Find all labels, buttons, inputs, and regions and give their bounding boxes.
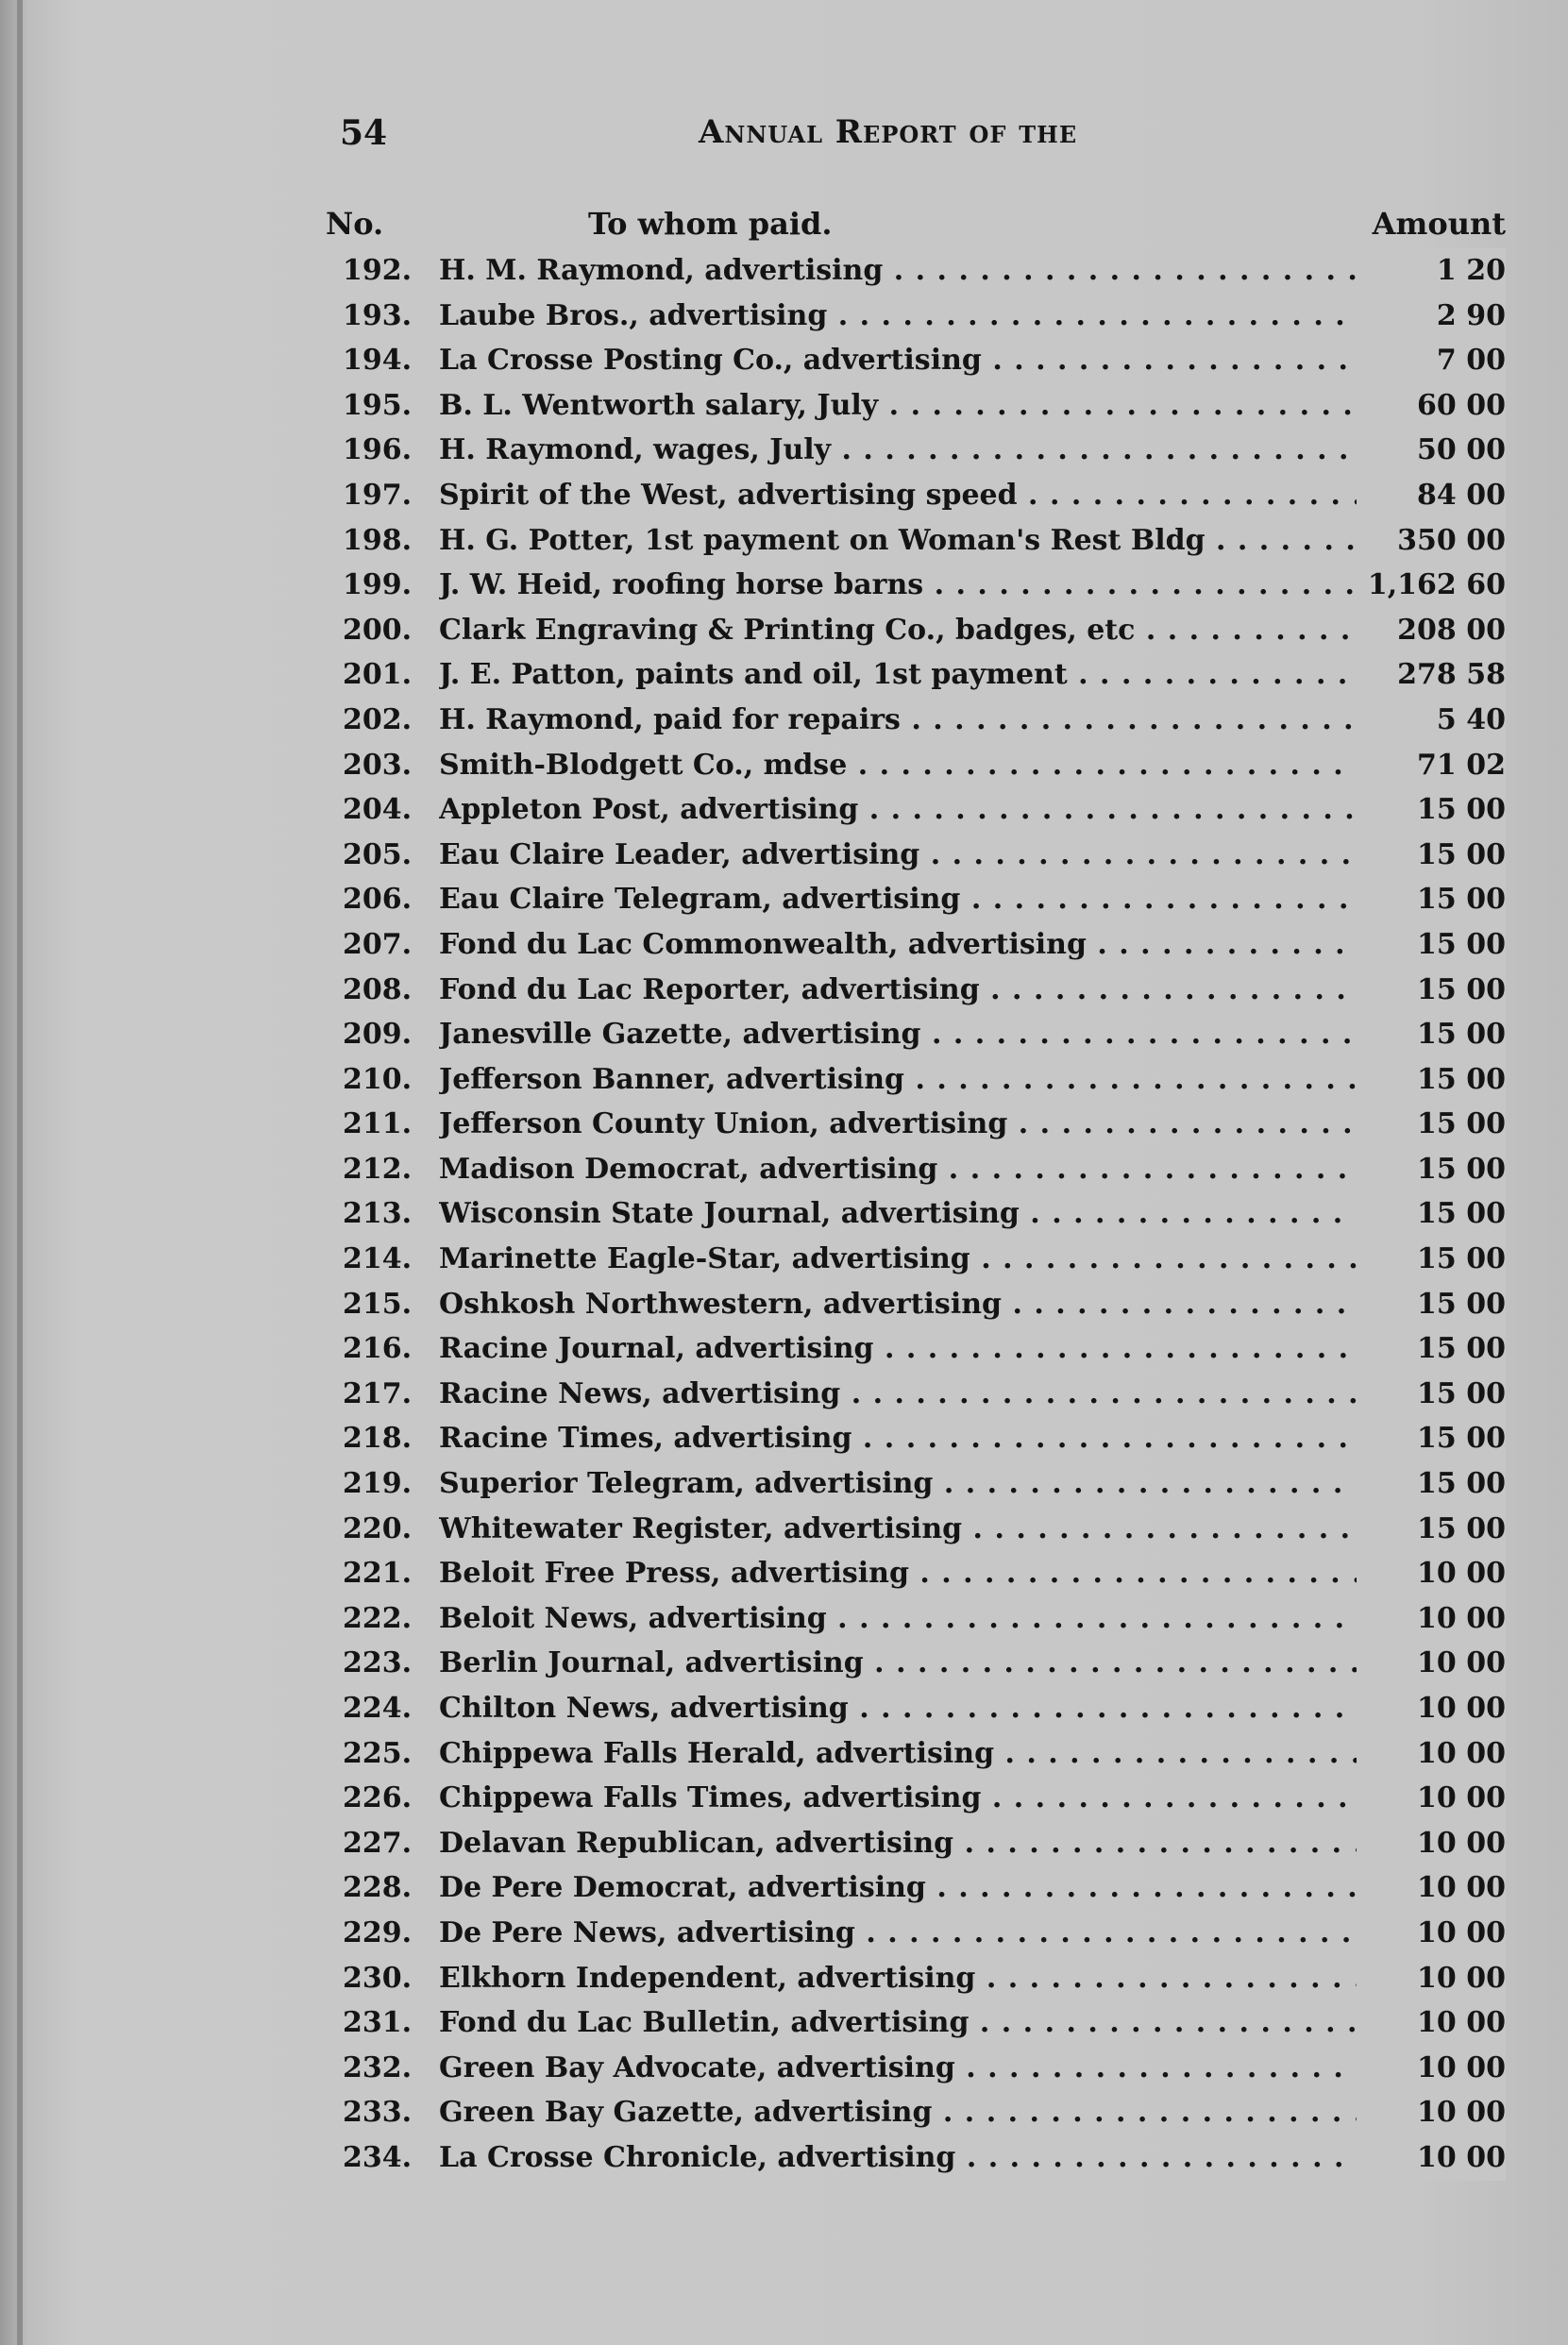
voucher-number: 217. <box>343 1376 413 1410</box>
payee-description <box>439 1686 1440 1731</box>
amount-value: 15 00 <box>1357 1191 1506 1237</box>
amount-value: 10 00 <box>1357 1731 1506 1777</box>
voucher-number: 207. <box>343 927 413 961</box>
table-row <box>326 787 1506 833</box>
payee-text: Chilton News, advertising <box>439 1692 849 1725</box>
voucher-number: 216. <box>343 1332 413 1366</box>
payee-description <box>439 1102 1440 1147</box>
amount-value: 2 90 <box>1357 294 1506 339</box>
payee-description <box>439 1012 1440 1057</box>
voucher-number: 193. <box>343 298 413 332</box>
table-row <box>326 2135 1506 2181</box>
table-row <box>326 1507 1506 1552</box>
payee-text: De Pere News, advertising <box>439 1915 855 1949</box>
amount-value: 15 00 <box>1357 1057 1506 1103</box>
amount-value: 15 00 <box>1357 1372 1506 1417</box>
payee-description <box>439 1551 1440 1596</box>
payee-description <box>439 338 1440 383</box>
binding-edge <box>17 0 23 2345</box>
voucher-number: 210. <box>343 1062 413 1096</box>
payee-description <box>439 1507 1440 1552</box>
table-row <box>326 563 1506 608</box>
table-row <box>326 1596 1506 1642</box>
table-row <box>326 248 1506 294</box>
voucher-number: 205. <box>343 837 413 871</box>
payee-text: Chippewa Falls Times, advertising <box>439 1781 982 1815</box>
payee-text: H. Raymond, wages, July <box>439 433 832 467</box>
amount-value: 10 00 <box>1357 1956 1506 2001</box>
amount-value: 15 00 <box>1357 968 1506 1013</box>
payee-description <box>439 833 1440 878</box>
voucher-number: 214. <box>343 1242 413 1276</box>
table-row <box>326 473 1506 518</box>
payee-description <box>439 248 1440 294</box>
table-row <box>326 743 1506 788</box>
table-row <box>326 922 1506 968</box>
payee-description <box>439 652 1440 698</box>
payee-description <box>439 563 1440 608</box>
voucher-number: 223. <box>343 1646 413 1680</box>
amount-value: 84 00 <box>1357 473 1506 518</box>
amount-value: 10 00 <box>1357 1596 1506 1642</box>
payee-text: Marinette Eagle-Star, advertising <box>439 1242 970 1276</box>
amount-value: 5 40 <box>1357 698 1506 743</box>
table-row <box>326 294 1506 339</box>
table-row <box>326 1102 1506 1147</box>
payee-text: J. W. Heid, roofing horse barns <box>439 568 924 602</box>
payee-text: H. G. Potter, 1st payment on Woman's Rest Bldg <box>439 523 1206 557</box>
payee-text: La Crosse Chronicle, advertising <box>439 2140 956 2174</box>
table-row <box>326 1326 1506 1372</box>
payee-description <box>439 1641 1440 1686</box>
payee-description <box>439 1776 1440 1821</box>
amount-value: 15 00 <box>1357 1416 1506 1461</box>
table-row <box>326 1461 1506 1507</box>
table-row <box>326 1686 1506 1731</box>
table-row <box>326 428 1506 473</box>
column-headers <box>326 206 1506 249</box>
payee-text: Fond du Lac Reporter, advertising <box>439 972 980 1006</box>
payee-description <box>439 968 1440 1013</box>
payee-text: Eau Claire Leader, advertising <box>439 837 920 871</box>
voucher-number: 212. <box>343 1152 413 1186</box>
payee-description <box>439 877 1440 922</box>
payee-description <box>439 608 1440 653</box>
payee-description <box>439 2000 1440 2046</box>
voucher-number: 208. <box>343 972 413 1006</box>
payee-text: Madison Democrat, advertising <box>439 1152 938 1186</box>
payee-description <box>439 383 1440 429</box>
voucher-number: 218. <box>343 1422 413 1456</box>
payee-description <box>439 743 1440 788</box>
table-row <box>326 2046 1506 2091</box>
table-row <box>326 608 1506 653</box>
table-row <box>326 383 1506 429</box>
payee-text: H. Raymond, paid for repairs <box>439 702 901 736</box>
voucher-number: 219. <box>343 1467 413 1501</box>
amount-value: 10 00 <box>1357 1686 1506 1731</box>
amount-value: 60 00 <box>1357 383 1506 429</box>
payee-description <box>439 2135 1440 2181</box>
table-row <box>326 1416 1506 1461</box>
voucher-number: 220. <box>343 1511 413 1545</box>
amount-value: 15 00 <box>1357 1326 1506 1372</box>
table-row <box>326 877 1506 922</box>
amount-value: 10 00 <box>1357 1776 1506 1821</box>
table-row <box>326 698 1506 743</box>
payee-text: Racine Journal, advertising <box>439 1332 874 1366</box>
voucher-number: 203. <box>343 748 413 782</box>
table-row <box>326 833 1506 878</box>
payee-description <box>439 1821 1440 1866</box>
payee-text: Laube Bros., advertising <box>439 298 828 332</box>
payee-text: Elkhorn Independent, advertising <box>439 1961 976 1995</box>
payee-text: Appleton Post, advertising <box>439 793 859 827</box>
table-row <box>326 1012 1506 1057</box>
payee-text: Green Bay Advocate, advertising <box>439 2050 955 2084</box>
amount-value: 15 00 <box>1357 922 1506 968</box>
payee-text: Jefferson County Union, advertising <box>439 1107 1008 1141</box>
payee-description <box>439 1956 1440 2001</box>
payee-description <box>439 428 1440 473</box>
amount-value: 71 02 <box>1357 743 1506 788</box>
table-row <box>326 1641 1506 1686</box>
table-row <box>326 652 1506 698</box>
payee-description <box>439 473 1440 518</box>
table-row <box>326 1551 1506 1596</box>
payee-description <box>439 518 1440 564</box>
voucher-number: 201. <box>343 658 413 692</box>
table-row <box>326 2090 1506 2135</box>
payee-text: Beloit News, advertising <box>439 1601 827 1635</box>
amount-value: 350 00 <box>1357 518 1506 564</box>
voucher-number: 221. <box>343 1557 413 1591</box>
column-header-no: No. <box>326 206 384 242</box>
voucher-number: 232. <box>343 2050 413 2084</box>
payee-text: Superior Telegram, advertising <box>439 1467 934 1501</box>
payee-text: Green Bay Gazette, advertising <box>439 2096 933 2130</box>
table-row <box>326 1911 1506 1956</box>
payee-text: J. E. Patton, paints and oil, 1st payment <box>439 658 1068 692</box>
amount-value: 1 20 <box>1357 248 1506 294</box>
table-row <box>326 338 1506 383</box>
payee-text: Jefferson Banner, advertising <box>439 1062 905 1096</box>
amount-value: 15 00 <box>1357 1102 1506 1147</box>
amount-value: 15 00 <box>1357 1012 1506 1057</box>
page-header <box>340 113 1501 170</box>
voucher-number: 209. <box>343 1018 413 1052</box>
payee-text: Janesville Gazette, advertising <box>439 1018 921 1052</box>
voucher-number: 206. <box>343 883 413 917</box>
voucher-number: 213. <box>343 1197 413 1231</box>
amount-value: 10 00 <box>1357 1911 1506 1956</box>
voucher-number: 230. <box>343 1961 413 1995</box>
amount-value: 15 00 <box>1357 1237 1506 1282</box>
voucher-number: 202. <box>343 702 413 736</box>
payee-description <box>439 2090 1440 2135</box>
payee-description <box>439 1461 1440 1507</box>
voucher-number: 222. <box>343 1601 413 1635</box>
table-row <box>326 1865 1506 1911</box>
amount-value: 10 00 <box>1357 1865 1506 1911</box>
table-row <box>326 1237 1506 1282</box>
payee-description <box>439 1416 1440 1461</box>
table-row <box>326 1731 1506 1777</box>
payee-description <box>439 1372 1440 1417</box>
voucher-number: 231. <box>343 2006 413 2040</box>
payee-text: Racine News, advertising <box>439 1376 841 1410</box>
payee-text: La Crosse Posting Co., advertising <box>439 344 982 378</box>
voucher-number: 198. <box>343 523 413 557</box>
table-row <box>326 1821 1506 1866</box>
amount-value: 208 00 <box>1357 608 1506 653</box>
payee-description <box>439 1191 1440 1237</box>
voucher-number: 224. <box>343 1692 413 1725</box>
voucher-number: 228. <box>343 1871 413 1905</box>
table-row <box>326 2000 1506 2046</box>
payee-text: Smith-Blodgett Co., mdse <box>439 748 848 782</box>
voucher-number: 204. <box>343 793 413 827</box>
table-row <box>326 1372 1506 1417</box>
voucher-number: 211. <box>343 1107 413 1141</box>
amount-value: 7 00 <box>1357 338 1506 383</box>
page-number: 54 <box>340 113 388 153</box>
amount-value: 10 00 <box>1357 2090 1506 2135</box>
payee-text: H. M. Raymond, advertising <box>439 254 884 287</box>
payee-text: Eau Claire Telegram, advertising <box>439 883 961 917</box>
table-row <box>326 1776 1506 1821</box>
amount-value: 50 00 <box>1357 428 1506 473</box>
table-row <box>326 518 1506 564</box>
amount-value: 10 00 <box>1357 1551 1506 1596</box>
running-title: Annual Report of the <box>699 113 1078 151</box>
payee-description <box>439 1057 1440 1103</box>
payee-text: B. L. Wentworth salary, July <box>439 388 879 422</box>
amount-value: 15 00 <box>1357 833 1506 878</box>
payee-text: Fond du Lac Commonwealth, advertising <box>439 927 1087 961</box>
table-row <box>326 968 1506 1013</box>
amount-value: 1,162 60 <box>1357 563 1506 608</box>
amount-value: 10 00 <box>1357 1821 1506 1866</box>
voucher-number: 199. <box>343 568 413 602</box>
amount-value: 10 00 <box>1357 2046 1506 2091</box>
payee-text: De Pere Democrat, advertising <box>439 1871 926 1905</box>
payee-description <box>439 1731 1440 1777</box>
payee-description <box>439 1911 1440 1956</box>
amount-value: 15 00 <box>1357 1507 1506 1552</box>
payee-description <box>439 698 1440 743</box>
voucher-number: 194. <box>343 344 413 378</box>
payee-text: Fond du Lac Bulletin, advertising <box>439 2006 969 2040</box>
payments-table <box>326 248 1506 2181</box>
amount-value: 10 00 <box>1357 2135 1506 2181</box>
payee-text: Racine Times, advertising <box>439 1422 852 1456</box>
column-header-to-whom-paid: To whom paid. <box>588 206 833 242</box>
payee-text: Delavan Republican, advertising <box>439 1826 954 1860</box>
payee-text: Whitewater Register, advertising <box>439 1511 963 1545</box>
table-row <box>326 1282 1506 1327</box>
payee-description <box>439 1237 1440 1282</box>
payee-description <box>439 1865 1440 1911</box>
amount-value: 15 00 <box>1357 1282 1506 1327</box>
payee-text: Spirit of the West, advertising speed <box>439 478 1018 512</box>
payee-description <box>439 1596 1440 1642</box>
amount-value: 15 00 <box>1357 1461 1506 1507</box>
payee-text: Wisconsin State Journal, advertising <box>439 1197 1020 1231</box>
voucher-number: 225. <box>343 1736 413 1770</box>
payee-description <box>439 1147 1440 1192</box>
voucher-number: 197. <box>343 478 413 512</box>
payee-description <box>439 1282 1440 1327</box>
voucher-number: 192. <box>343 254 413 287</box>
payee-description <box>439 922 1440 968</box>
amount-value: 10 00 <box>1357 2000 1506 2046</box>
amount-value: 278 58 <box>1357 652 1506 698</box>
amount-value: 10 00 <box>1357 1641 1506 1686</box>
table-row <box>326 1057 1506 1103</box>
voucher-number: 200. <box>343 613 413 647</box>
voucher-number: 215. <box>343 1287 413 1321</box>
voucher-number: 227. <box>343 1826 413 1860</box>
payee-text: Clark Engraving & Printing Co., badges, etc <box>439 613 1136 647</box>
table-row <box>326 1147 1506 1192</box>
amount-value: 15 00 <box>1357 1147 1506 1192</box>
payee-text: Berlin Journal, advertising <box>439 1646 864 1680</box>
voucher-number: 226. <box>343 1781 413 1815</box>
payee-text: Oshkosh Northwestern, advertising <box>439 1287 1003 1321</box>
payee-description <box>439 294 1440 339</box>
voucher-number: 229. <box>343 1915 413 1949</box>
payee-description <box>439 1326 1440 1372</box>
column-header-amount: Amount <box>1372 206 1506 242</box>
table-row <box>326 1191 1506 1237</box>
payee-description <box>439 2046 1440 2091</box>
voucher-number: 233. <box>343 2096 413 2130</box>
amount-value: 15 00 <box>1357 787 1506 833</box>
voucher-number: 196. <box>343 433 413 467</box>
table-row <box>326 1956 1506 2001</box>
voucher-number: 234. <box>343 2140 413 2174</box>
payee-text: Beloit Free Press, advertising <box>439 1557 909 1591</box>
payee-text: Chippewa Falls Herald, advertising <box>439 1736 995 1770</box>
amount-value: 15 00 <box>1357 877 1506 922</box>
voucher-number: 195. <box>343 388 413 422</box>
payee-description <box>439 787 1440 833</box>
